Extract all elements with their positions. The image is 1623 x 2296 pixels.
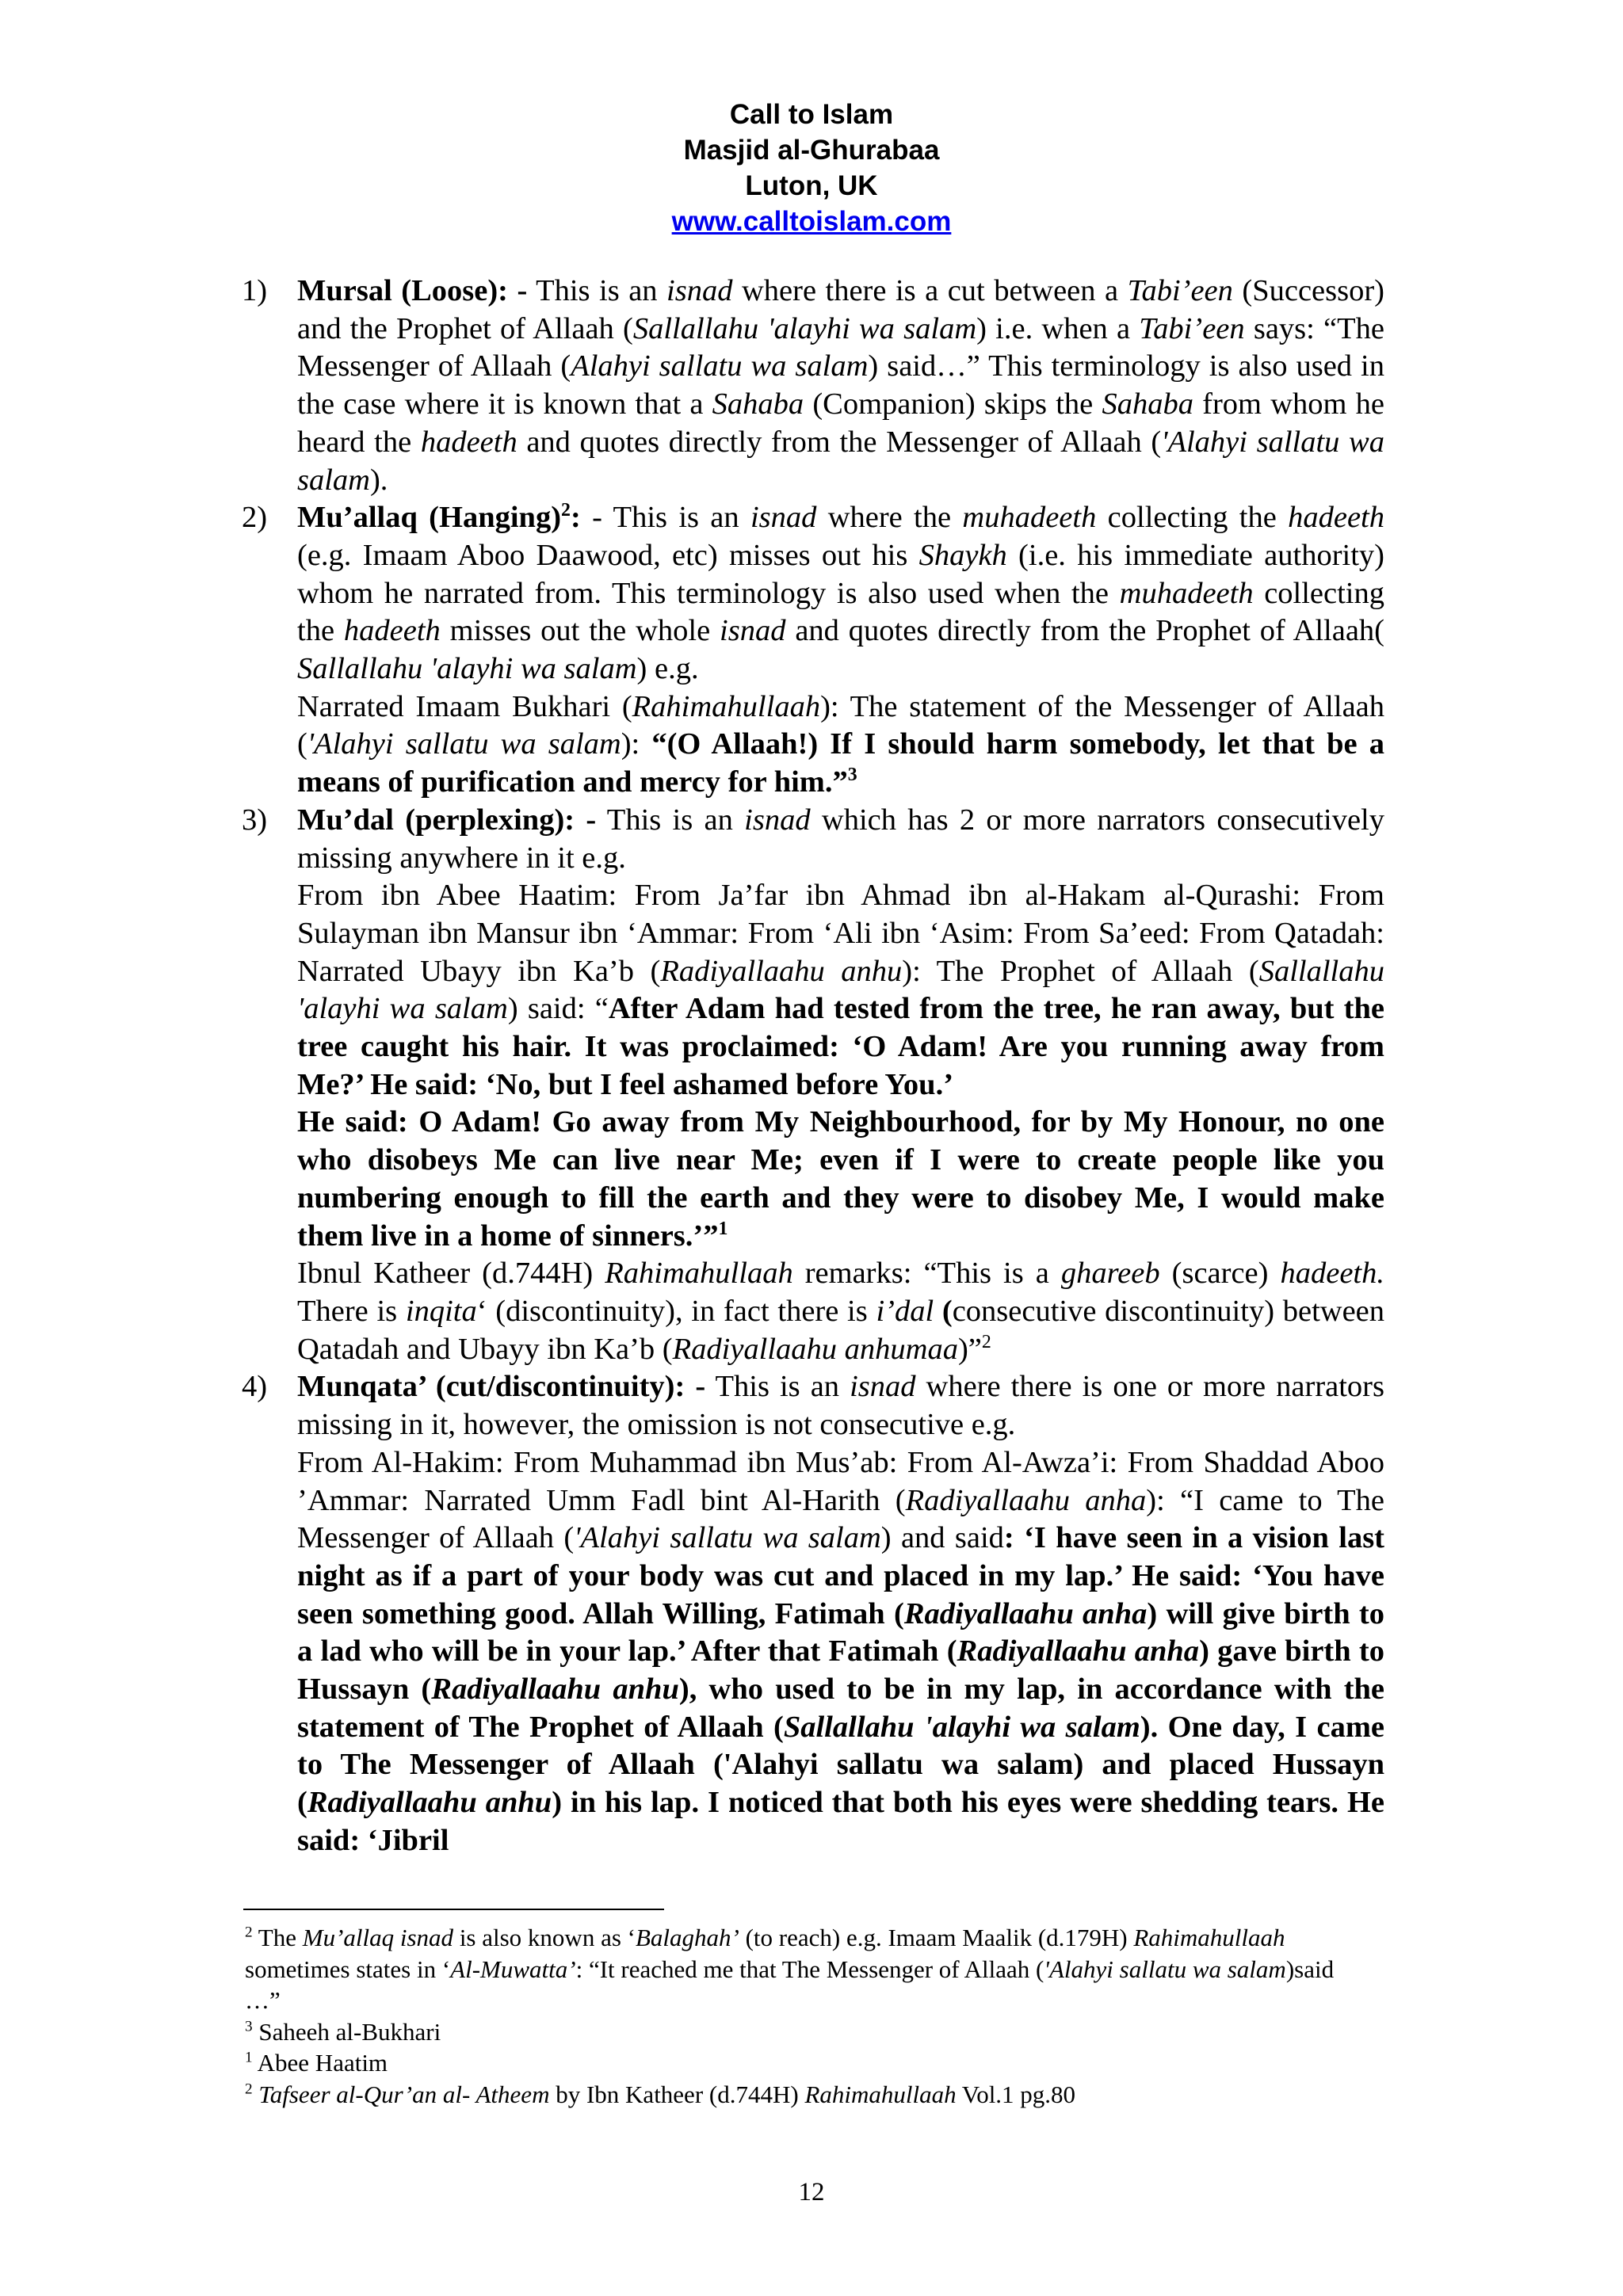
italic-term: isnad (744, 803, 811, 837)
footnote-ref[interactable]: 2 (561, 500, 571, 521)
text: consecutive discontinuity) between Qatadah and Ubayy ibn Ka’b ( (297, 1294, 1385, 1366)
text: ): The Prophet of Allaah ( (902, 954, 1259, 988)
italic-term: hadeeth (1288, 501, 1384, 535)
text: where there is a cut between a (732, 274, 1128, 307)
italic-term: hadeeth (343, 614, 441, 648)
text: From ibn Abee Haatim: From Ja’far ibn Ahmad ibn al-Hakam al-Qurashi: From Sulayman ibn Mansur ibn ‘Ammar: From ‘Ali ibn ‘Asim: From Sa’eed: From Qatadah: Narrated Ubayy ibn Ka’b ( (297, 879, 1384, 988)
italic-term: Radiyallaahu anha (903, 1596, 1148, 1630)
hadith-quote (297, 1521, 1384, 1857)
italic-term: Radiyallaahu anhu (431, 1672, 679, 1707)
text: ): The statement of the Messenger of Allaah ( (297, 689, 1384, 761)
text: ( (934, 1294, 953, 1328)
term-title (297, 501, 581, 534)
italic-term: Sallallahu 'alayhi wa salam (783, 1710, 1140, 1744)
page-header (0, 97, 1623, 239)
text: where there is one or more narrators missing in it, however, the omission is not consecutive e.g. (297, 1370, 1384, 1442)
term-title-text: Mu’allaq (Hanging) (297, 501, 562, 535)
footnote-ref[interactable]: 1 (718, 1218, 728, 1239)
term-item-mursal (242, 273, 1384, 499)
italic-term: Rahimahullaah (632, 689, 821, 723)
text: This is an (596, 803, 745, 837)
text: )” (957, 1332, 982, 1366)
footnote-marker: 3 (245, 2018, 253, 2035)
italic-term: 'Alahyi sallatu wa salam (1044, 1955, 1286, 1983)
term-title: Mursal (Loose): - (297, 274, 528, 307)
text: This is an (705, 1370, 850, 1404)
footnote-separator (243, 1909, 664, 1910)
italic-term: Rahimahullaah (1133, 1924, 1285, 1951)
text: - This is an (580, 501, 750, 535)
term-title-colon: : (570, 501, 581, 535)
term-item-munqata (242, 1368, 1384, 1859)
italic-term: isnad (666, 274, 733, 307)
footnote (245, 1922, 1370, 2016)
italic-term: Radiyallaahu anhu (307, 1786, 552, 1820)
italic-term: isnad (750, 501, 817, 535)
italic-term: Sallallahu 'alayhi wa salam (632, 311, 977, 345)
italic-term: Mu’allaq isnad (302, 1924, 454, 1951)
footnote-ref[interactable]: 2 (981, 1331, 991, 1352)
text: from whom he heard the (297, 387, 1385, 459)
footnote-ref[interactable]: 3 (847, 765, 857, 786)
text: : ‘I have seen in a vision last night as if a part of your body was cut and placed in my lap.’ He said: ‘You have seen something good. Allah Willing, Fatimah ( (297, 1521, 1384, 1630)
italic-term: i’dal (876, 1294, 934, 1328)
text: ): “I came to The Messenger of Allaah ( (297, 1483, 1384, 1555)
footnote-marker: 1 (245, 2049, 253, 2066)
header-mosque: Masjid al-Ghurabaa (683, 135, 940, 166)
italic-term: isnad (850, 1370, 916, 1404)
hadith-quote: He said: O Adam! Go away from My Neighbourhood, for by My Honour, no one who disobeys Me can live near Me; even if I were to create people like you numbering enough to fill the earth and they were to disobey Me, I would make them live in a home of sinners.’” (297, 1105, 1384, 1253)
text: by Ibn Katheer (d.744H) (549, 2080, 805, 2108)
italic-term: Sallallahu 'alayhi wa salam (297, 652, 637, 686)
text: and quotes directly from the Prophet of Allaah( (785, 614, 1384, 648)
italic-term: Radiyallaahu anhu (660, 954, 903, 988)
item-paragraph (297, 499, 1384, 688)
item-paragraph (297, 1368, 1384, 1444)
italic-term: Rahimahullaah (804, 2080, 957, 2108)
term-title: Mu’dal (perplexing): - (297, 803, 597, 837)
term-title: Munqata’ (cut/discontinuity): - (297, 1370, 706, 1404)
italic-term: Tabi’een (1127, 274, 1233, 307)
italic-term: Rahimahullaah (605, 1257, 793, 1291)
text: (Successor) and the Prophet of Allaah ( (297, 274, 1385, 345)
italic-term: isnad (720, 614, 786, 648)
text: ) and said (880, 1521, 1004, 1555)
text: There is (297, 1294, 406, 1328)
text: Narrated Imaam Bukhari ( (297, 689, 632, 723)
italic-term: 'Alahyi sallatu wa salam (307, 727, 621, 761)
text: misses out the whole (440, 614, 720, 648)
main-content (242, 273, 1384, 1860)
italic-term: Alahyi sallatu wa salam (571, 349, 869, 383)
text: ) gave birth to Hussayn ( (297, 1634, 1384, 1707)
text: Abee Haatim (252, 2049, 388, 2077)
header-location: Luton, UK (745, 170, 878, 201)
text: ), who used to be in my lap, in accordance with the statement of The Prophet of Allaah ( (297, 1672, 1385, 1744)
text: where the (816, 501, 963, 535)
item-number: 1) (242, 274, 268, 307)
footnote (245, 2079, 1370, 2111)
footnote-marker: 2 (245, 1924, 253, 1941)
text: )said …” (245, 1955, 1335, 2014)
italic-term: Sahaba (1102, 387, 1193, 421)
hadith-quote: After Adam had tested from the tree, he ran away, but the tree caught his hair. It was proclaimed: ‘O Adam! Are you running away from Me?’ He said: ‘No, but I feel ashamed before You.’ (297, 992, 1384, 1101)
italic-term: 'Alahyi sallatu wa salam (297, 425, 1384, 497)
italic-term: Sallallahu 'alayhi wa salam (297, 954, 1384, 1026)
italic-term: muhadeeth (1119, 576, 1254, 610)
italic-term: Shaykh (918, 538, 1007, 572)
text: ) said…” This terminology is also used in the case where it is known that a (297, 349, 1384, 421)
text: ) will give birth to a lad who will be in your lap.’ After that Fatimah ( (297, 1596, 1384, 1669)
italic-term: Tafseer al-Qur’an al- Atheem (258, 2080, 550, 2108)
text: ‘ (discontinuity), in fact there is (476, 1294, 876, 1328)
text: sometimes states in ‘ (245, 1955, 451, 1983)
text: (Companion) skips the (804, 387, 1102, 421)
text: ): (621, 727, 652, 761)
italic-term: Sahaba (712, 387, 804, 421)
text: ) said: “ (507, 992, 609, 1026)
narration-paragraph (297, 688, 1384, 802)
text: Ibnul Katheer (d.744H) (297, 1257, 605, 1291)
italic-term: 'Alahyi sallatu wa salam (574, 1521, 881, 1555)
quote-paragraph (297, 1104, 1384, 1255)
text: Vol.1 pg.80 (956, 2080, 1076, 2108)
item-number: 3) (242, 803, 268, 837)
page-number: 12 (798, 2178, 825, 2206)
italic-term: hadeeth. (1280, 1257, 1384, 1291)
text: ). (369, 463, 388, 497)
text: (e.g. Imaam Aboo Daawood, etc) misses out his (297, 538, 919, 572)
text: is also known as ‘ (453, 1924, 636, 1951)
italic-term: Radiyallaahu anha (957, 1634, 1200, 1669)
text: The (252, 1924, 303, 1951)
text: remarks: “This is a (792, 1257, 1061, 1291)
item-paragraph (297, 273, 1384, 499)
remark-paragraph (297, 1255, 1384, 1368)
footnote-marker: 2 (245, 2081, 253, 2098)
italic-term: Radiyallaahu anha (905, 1483, 1147, 1517)
text: ). One day, I came to The Messenger of Allaah ('Alahyi sallatu wa salam) and placed Hussayn ( (297, 1710, 1384, 1820)
chain-paragraph (297, 877, 1384, 1104)
text: collecting the (1096, 501, 1289, 535)
item-number: 2) (242, 501, 268, 535)
italic-term: Tabi’een (1139, 311, 1245, 345)
term-item-mudal (242, 802, 1384, 1369)
text: ) e.g. (636, 652, 699, 686)
text: and quotes directly from the Messenger of Allaah ( (517, 425, 1162, 459)
text: : “It reached me that The Messenger of Allaah ( (575, 1955, 1044, 1983)
footnote (245, 2047, 1370, 2079)
text: says: “The Messenger of Allaah ( (297, 311, 1384, 383)
text: which has 2 or more narrators consecutively missing anywhere in it e.g. (297, 803, 1384, 875)
text: (scarce) (1159, 1257, 1281, 1291)
italic-term: Balaghah’ (635, 1924, 739, 1951)
hadith-quote: “(O Allaah!) If I should harm somebody, let that be a means of purification and mercy for him.” (297, 727, 1384, 799)
text: (to reach) e.g. Imaam Maalik (d.179H) (739, 1924, 1134, 1951)
item-number: 4) (242, 1370, 268, 1404)
text: ) i.e. when a (976, 311, 1140, 345)
term-item-muallaq (242, 499, 1384, 802)
text: (i.e. his immediate authority) whom he narrated from. This terminology is also used when the (297, 538, 1384, 610)
italic-term: ghareeb (1060, 1257, 1160, 1291)
text: This is an (527, 274, 667, 307)
footnotes (245, 1922, 1370, 2110)
header-org: Call to Islam (729, 99, 894, 130)
text: Saheeh al-Bukhari (252, 2017, 441, 2046)
italic-term: Al-Muwatta’ (450, 1955, 576, 1983)
text: From Al-Hakim: From Muhammad ibn Mus’ab: From Al-Awza’i: From Shaddad Aboo ’Ammar: Narrated Umm Fadl bint Al-Harith ( (297, 1445, 1384, 1517)
item-paragraph (297, 802, 1384, 877)
header-website-link[interactable]: www.calltoislam.com (671, 206, 952, 237)
italic-term: inqita (405, 1294, 477, 1328)
italic-term: Radiyallaahu anhumaa (672, 1332, 958, 1366)
text: ) in his lap. I noticed that both his eyes were shedding tears. He said: ‘Jibril (297, 1786, 1384, 1857)
chain-paragraph (297, 1444, 1384, 1860)
footnote (245, 2016, 1370, 2048)
italic-term: muhadeeth (962, 501, 1097, 535)
italic-term: hadeeth (420, 425, 517, 459)
text: collecting the (297, 576, 1384, 648)
